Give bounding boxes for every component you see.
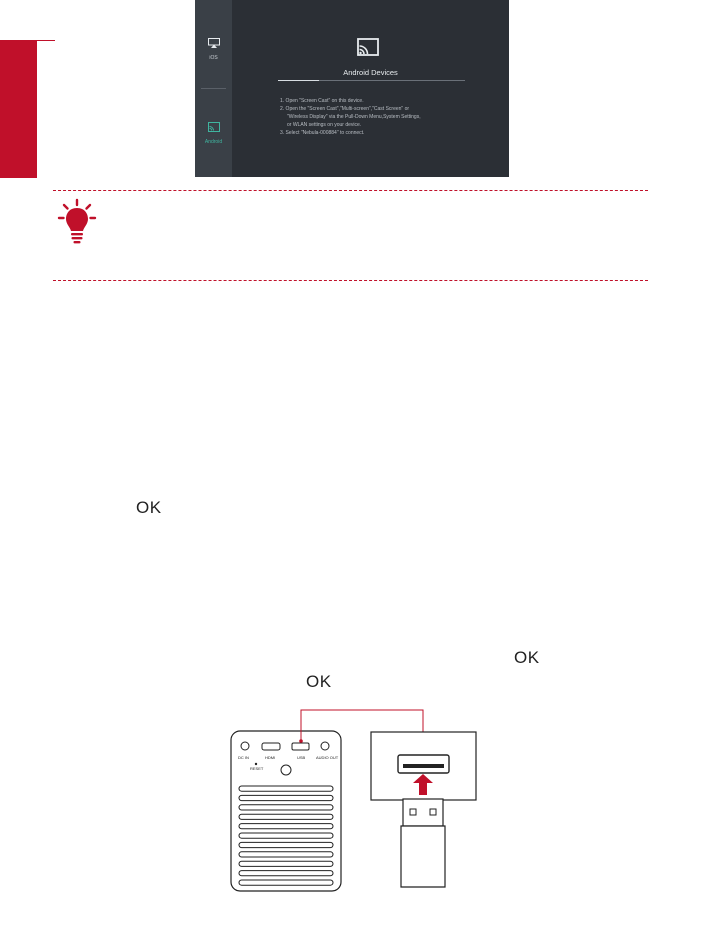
usb-stick-connector <box>403 799 443 826</box>
cast-step: 2. Open the "Screen Cast","Multi-screen","Cast Screen" or <box>280 106 410 112</box>
sidebar-label-ios: iOS <box>209 55 218 61</box>
cast-sidebar <box>195 0 232 177</box>
reset-hole <box>255 763 257 765</box>
cast-progress-fill <box>278 80 319 81</box>
lightbulb-icon <box>57 198 97 248</box>
port-label-dc-in: DC IN <box>238 755 249 760</box>
tip-border-bottom <box>53 280 648 281</box>
cast-step: or WLAN settings on your device. <box>287 122 362 128</box>
cast-screen-icon <box>357 38 379 56</box>
usb-connection-diagram <box>228 705 488 895</box>
sidebar-item-android[interactable] <box>195 119 232 145</box>
airplay-icon <box>208 38 220 48</box>
cast-progress-bar <box>278 80 465 81</box>
cast-steps <box>280 97 495 137</box>
cast-step: 1. Open "Screen Cast" on this device. <box>280 98 364 104</box>
usb-stick-body <box>401 826 445 887</box>
cast-icon <box>208 122 220 132</box>
screen-cast-screenshot <box>195 0 509 177</box>
port-label-hdmi: HDMI <box>265 755 276 760</box>
cast-step: "Wireless Display" via the Pull-Down Menu,System Settings, <box>287 114 421 120</box>
ok-button-label: OK <box>136 498 162 517</box>
ok-button-label: OK <box>514 648 540 667</box>
port-label-audio-out: AUDIO OUT <box>316 755 339 760</box>
cast-heading: Android Devices <box>343 68 398 77</box>
chapter-rule <box>0 40 55 41</box>
port-label-usb: USB <box>297 755 306 760</box>
port-label-reset: RESET <box>250 766 264 771</box>
cast-step: 3. Select "Nebula-000884" to connect. <box>280 130 365 136</box>
usb-socket-tongue <box>403 764 444 768</box>
sidebar-label-android: Android <box>204 139 223 145</box>
ok-button-label: OK <box>306 672 332 691</box>
sidebar-item-ios[interactable] <box>195 35 232 61</box>
sidebar-divider <box>201 88 226 89</box>
tip-border-top <box>53 190 648 191</box>
chapter-tab <box>0 40 37 178</box>
